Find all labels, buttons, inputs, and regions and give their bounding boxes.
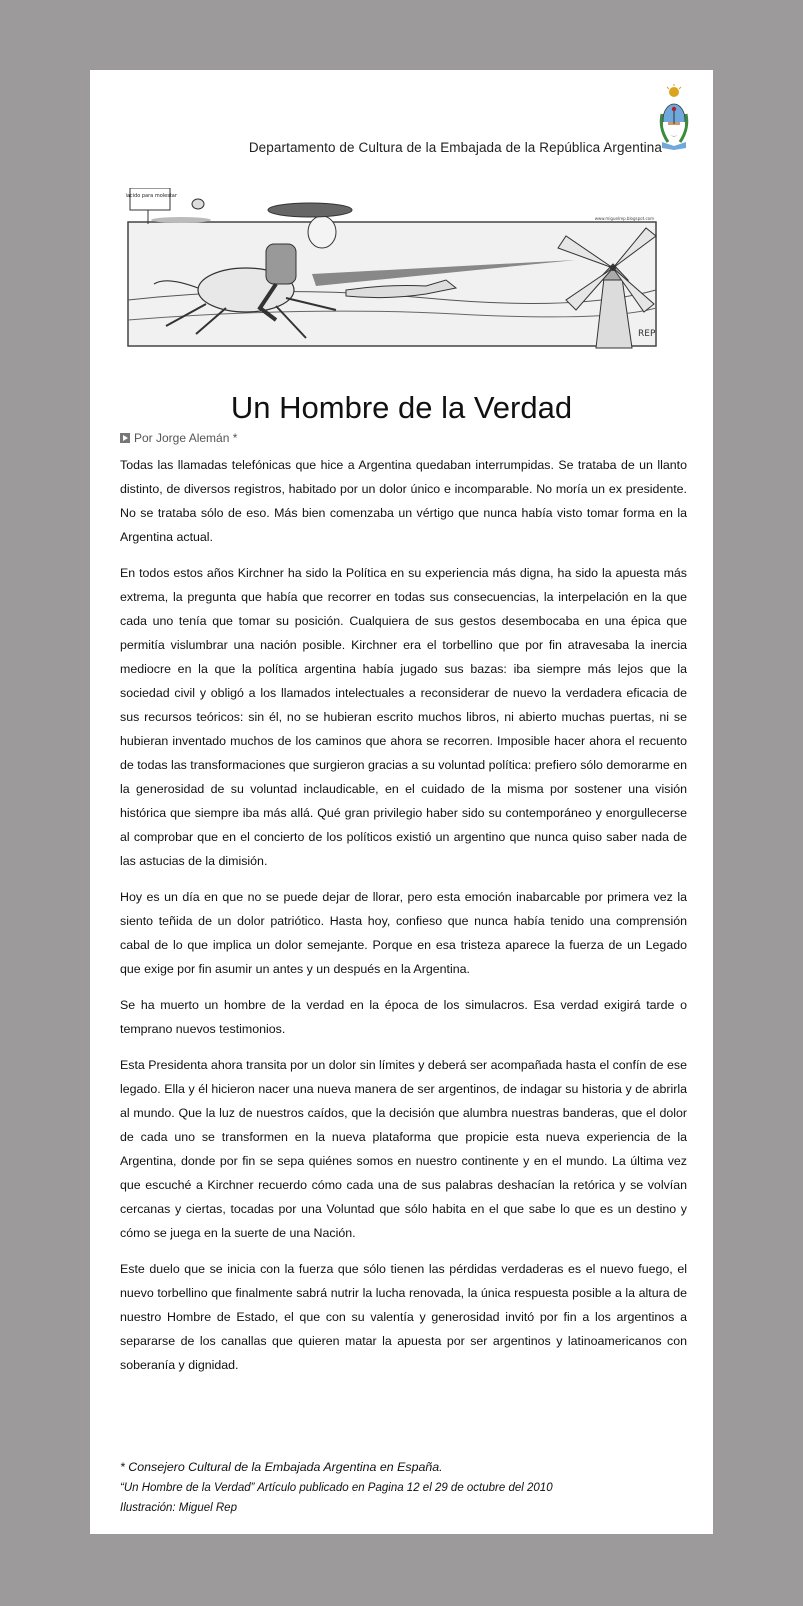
paragraph: Hoy es un día en que no se puede dejar de llorar, pero esta emoción inabarcable por primera vez la siento teñida de un dolor patriótico. Hasta hoy, confieso que nunca había tenido una comprensión cabal de lo que implica un dolor semejante. Porque en esa tristeza aparece la fuerza de un Legado que exige por fin asumir un antes y un después en la Argentina. bbox=[120, 890, 687, 976]
paragraph: Todas las llamadas telefónicas que hice a Argentina quedaban interrumpidas. Se trataba de un llanto distinto, de diversos registros, habitado por un dolor único e incomparable. No moría un ex presidente. No se trataba sólo de eso. Más bien comenzaba un vértigo que nunca había visto tomar forma en la Argentina actual. bbox=[120, 458, 687, 544]
paragraph: En todos estos años Kirchner ha sido la Política en su experiencia más digna, ha sido la apuesta más extrema, la pregunta que había que recorrer en todas sus consecuencias, la interpelación en la que cada uno tenía que tomar su posición. Cualquiera de sus gestos desembocaba en una épica que permitía vislumbrar una nación posible. Kirchner era el torbellino que por fin atravesaba la inercia mediocre en la que la política argentina había jugado sus bazas: iba siempre más lejos que la sociedad civil y obligó a los llamados intelectuales a reconsiderar de nuevo la verdadera eficacia de sus recursos teóricos: sin él, no se hubieran escrito muchos libros, ni abierto muchas puertas, ni se hubieran inventado muchos de los caminos que ahora se recorren. Imposible hacer ahora el recuento de todas las transformaciones que surgieron gracias a su voluntad política: prefiero sólo demorarme en la generosidad de su voluntad inclaudicable, en el cuidado de la misma por sostener una visión histórica que siempre iba más allá. Qué gran privilegio haber sido su contemporáneo y enorgullecerse al comprobar que en el concierto de los políticos existió un argentino que nunca quiso saber nada de las astucias de la dimisión. bbox=[120, 566, 687, 868]
cartoon-sign-text: Nacido para molestar bbox=[126, 193, 177, 199]
document-page bbox=[90, 70, 713, 1534]
artist-signature: REP bbox=[638, 329, 656, 339]
paragraph: Se ha muerto un hombre de la verdad en la época de los simulacros. Esa verdad exigirá tarde o temprano nuevos testimonios. bbox=[120, 998, 687, 1036]
article-title: Un Hombre de la Verdad bbox=[230, 390, 573, 425]
illustration-credit: Ilustración: Miguel Rep bbox=[120, 1502, 237, 1514]
paragraph: Esta Presidenta ahora transita por un dolor sin límites y deberá ser acompañada hasta el confín de ese legado. Ella y él hicieron nacer una nueva manera de ser argentinos, de indagar su historia y de abrirla al mundo. Que la luz de nuestros caídos, que la decisión que alumbra nuestras banderas, que el dolor de cada uno se transformen en la nueva plataforma que propicie esta nueva experiencia de la Argentina, donde por fin se sepa quiénes somos en nuestro continente y en el mundo. La última vez que escuché a Kirchner recuerdo cómo cada una de sus palabras deshacían la retórica y se volvían cercanas y ciertas, tocadas por una Voluntad que sólo habita en el que sabe lo que es un destino y cómo se juega en la suerte de una Nación. bbox=[120, 1058, 687, 1240]
byline bbox=[120, 431, 237, 445]
byline-text: Por Jorge Alemán * bbox=[134, 431, 238, 445]
publication-note: “Un Hombre de la Verdad” Artículo publicado en Pagina 12 el 29 de octubre del 2010 bbox=[120, 1482, 553, 1494]
play-square-icon bbox=[120, 433, 130, 443]
article-body bbox=[120, 453, 687, 1389]
argentina-coat-of-arms-icon bbox=[658, 84, 690, 152]
website-text: www.miguelrep.blogspot.com bbox=[594, 216, 654, 221]
footnotes bbox=[120, 1456, 687, 1518]
paragraph: Este duelo que se inicia con la fuerza que sólo tienen las pérdidas verdaderas es el nuevo fuego, el nuevo torbellino que finalmente sabrá nutrir la lucha renovada, la única respuesta posible a la altura de nuestro Hombre de Estado, el que con su valentía y generosidad invitó por fin a los argentinos a separarse de los canallas que quieren matar la apuesta por ser argentinos y latinoamericanos con soberanía y dignidad. bbox=[120, 1262, 687, 1372]
cartoon-illustration bbox=[126, 188, 671, 358]
department-heading: Departamento de Cultura de la Embajada de la República Argentina bbox=[248, 140, 662, 155]
author-role-note: * Consejero Cultural de la Embajada Argentina en España. bbox=[120, 1460, 443, 1474]
